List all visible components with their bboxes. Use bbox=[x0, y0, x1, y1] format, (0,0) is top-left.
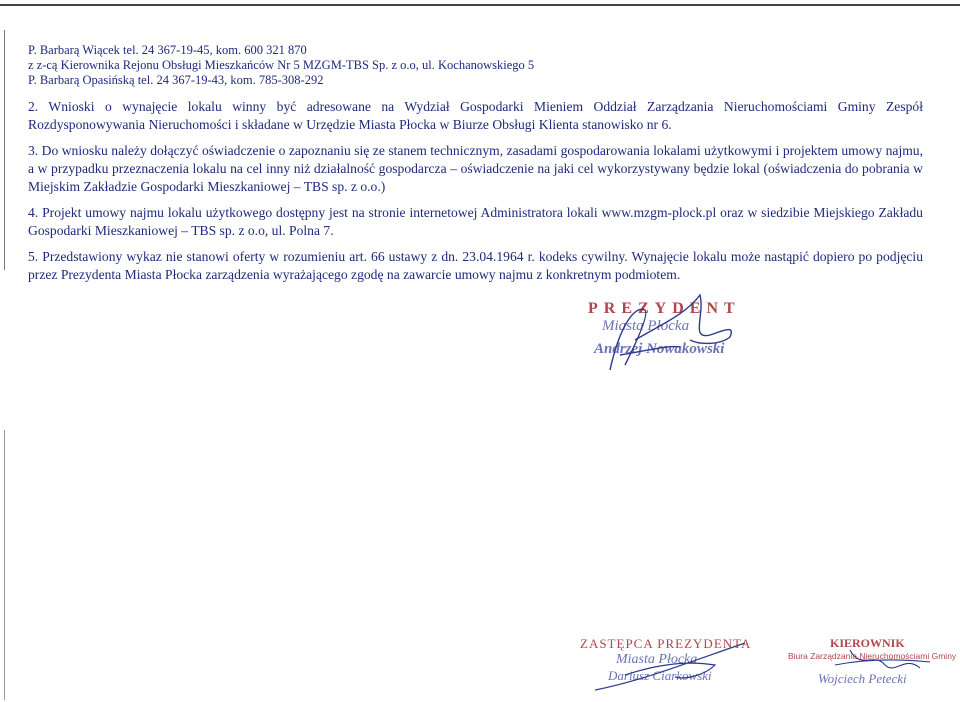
paragraph-text: Wnioski o wynajęcie lokalu winny być adresowane na Wydział Gospodarki Mieniem Oddział Zarządzania Nieruchomościami Gminy Zespół Rozdysponowywania Nieruchomości i składane w Urzędzie Miasta Płocka w Biurze Obsługi Klienta stanowisko nr 6. bbox=[28, 99, 923, 132]
paragraph-text: Projekt umowy najmu lokalu użytkowego dostępny jest na stronie internetowej Administratora lokali www.mzgm-plock.pl oraz w siedzibie Miejskiego Zakładu Gospodarki Mieszkaniowej – TBS sp. z o.o, ul. Polna 7. bbox=[28, 205, 923, 238]
paragraph-2 bbox=[28, 98, 923, 134]
president-signature bbox=[590, 285, 740, 385]
deputy-signature bbox=[585, 635, 755, 697]
paragraph-4 bbox=[28, 204, 923, 240]
deputy-stamp-name: Dariusz Ciarkowski bbox=[608, 668, 712, 683]
scan-left-edge bbox=[4, 30, 5, 270]
paragraph-number: 5. bbox=[28, 249, 39, 264]
manager-stamp-office: Biura Zarządzania Nieruchomościami Gminy bbox=[788, 651, 957, 661]
scan-top-border bbox=[0, 4, 960, 6]
document-body bbox=[28, 43, 923, 284]
contact-line-2: z z-cą Kierownika Rejonu Obsługi Mieszkańców Nr 5 MZGM-TBS Sp. z o.o, ul. Kochanowskiego 5 bbox=[28, 58, 535, 72]
contact-line-3: P. Barbarą Opasińską tel. 24 367-19-43, kom. 785-308-292 bbox=[28, 73, 324, 87]
president-stamp-title: PREZYDENT bbox=[588, 300, 741, 317]
paragraph-text: Do wniosku należy dołączyć oświadczenie o zapoznaniu się ze stanem technicznym, zasadami gospodarowania lokalami użytkowymi i projektem umowy najmu, a w przypadku przeznaczenia lokalu na cel inny niż działalność gospodarcza – oświadczenie na jaki cel wykorzystywany będzie lokal (oświadczenia do pobrania w Miejskim Zakładzie Gospodarki Mieszkaniowej – TBS sp. z o.o.) bbox=[28, 143, 924, 194]
paragraph-text: Przedstawiony wykaz nie stanowi oferty w rozumieniu art. 66 ustawy z dn. 23.04.1964 r. kodeks cywilny. Wynajęcie lokalu może nastąpić dopiero po podjęciu przez Prezydenta Miasta Płocka zarządzenia wyrażającego zgodę na zawarcie umowy najmu z konkretnym podmiotem. bbox=[28, 249, 923, 282]
contact-line-1: P. Barbarą Wiącek tel. 24 367-19-45, kom. 600 321 870 bbox=[28, 43, 307, 57]
paragraph-number: 3. bbox=[28, 143, 39, 158]
manager-stamp-name: Wojciech Petecki bbox=[818, 671, 907, 686]
manager-signature bbox=[830, 640, 940, 680]
manager-stamp-title: KIEROWNIK bbox=[830, 636, 905, 650]
scan-left-edge-lower bbox=[4, 430, 5, 700]
paragraph-number: 4. bbox=[28, 205, 39, 220]
paragraph-5 bbox=[28, 248, 923, 284]
paragraph-number: 2. bbox=[28, 99, 39, 114]
deputy-stamp-title: ZASTĘPCA PREZYDENTA bbox=[580, 636, 752, 651]
president-stamp-city: Miasta Płocka bbox=[602, 318, 690, 334]
paragraph-3 bbox=[28, 142, 923, 196]
deputy-stamp-city: Miasta Płocka bbox=[616, 652, 698, 667]
president-stamp-name: Andrzej Nowakowski bbox=[594, 341, 725, 357]
